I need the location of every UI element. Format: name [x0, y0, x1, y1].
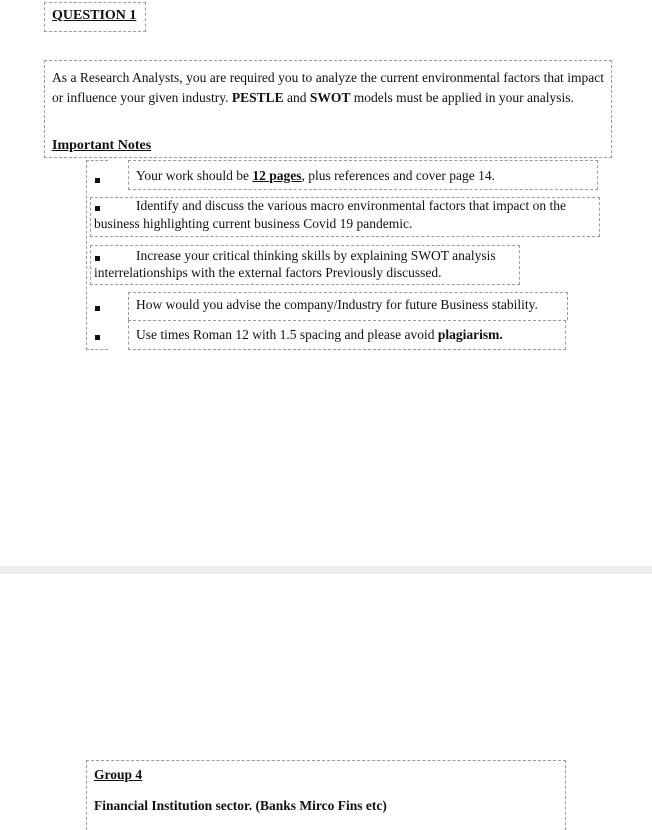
document-page-2 [0, 574, 652, 827]
bullet-1 [95, 178, 100, 183]
swot-term: SWOT [309, 90, 351, 105]
note-2-line-2: business highlighting current business Covid 19 pandemic. [94, 216, 413, 231]
note-4: How would you advise the company/Industry for future Business stability. [136, 297, 538, 312]
bullet-5 [95, 335, 100, 340]
sector-title: Financial Institution sector. (Banks Mirco Fins etc) [94, 798, 387, 813]
note-2-line-1: Identify and discuss the various macro environmental factors that impact on the [136, 198, 566, 213]
note-1-emphasis: 12 pages [252, 168, 302, 183]
bullet-4 [95, 306, 100, 311]
note-1: Your work should be 12 pages, plus references and cover page 14. [136, 168, 495, 183]
note-3-line-1: Increase your critical thinking skills by explaining SWOT analysis [136, 248, 496, 263]
group-frame [86, 760, 566, 830]
note-3-line-2: interrelationships with the external factors Previously discussed. [94, 265, 442, 280]
important-notes-heading: Important Notes [52, 138, 152, 153]
intro-paragraph: As a Research Analysts, you are required you to analyze the current environmental factors that impact or influence your given industry. PESTLE and SWOT models must be applied in your analysis. [52, 70, 604, 105]
page-separator [0, 566, 652, 574]
question-title: QUESTION 1 [52, 8, 137, 23]
note-5-emphasis: plagiarism. [437, 327, 503, 342]
note-5: Use times Roman 12 with 1.5 spacing and please avoid plagiarism. [136, 327, 503, 342]
group-title: Group 4 [94, 767, 143, 782]
pestle-term: PESTLE [231, 90, 284, 105]
